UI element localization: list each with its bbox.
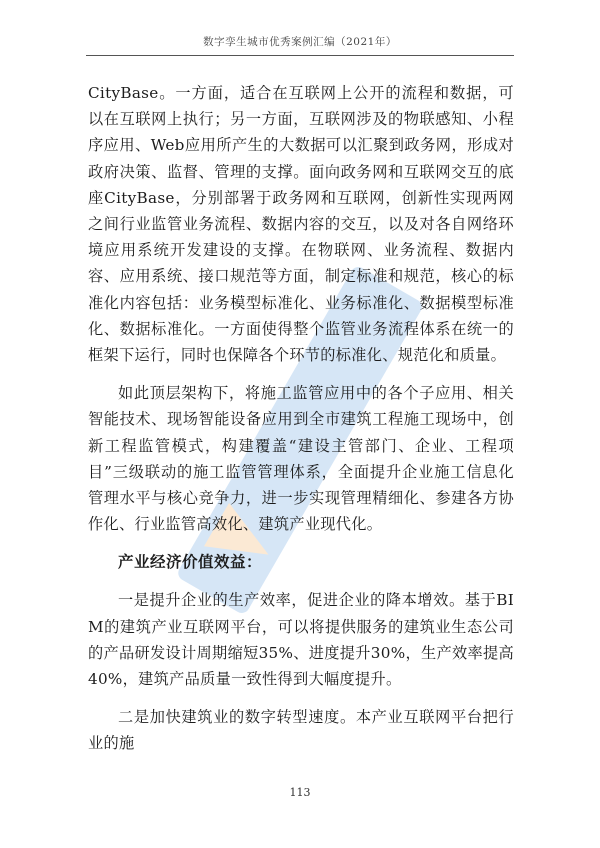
page-content	[88, 80, 514, 757]
section-heading: 产业经济价值效益：	[118, 553, 263, 572]
header-rule	[86, 55, 514, 56]
body-paragraph: 如此顶层架构下，将施工监管应用中的各个子应用、相关智能技术、现场智能设备应用到全市建筑工程施工现场中，创新工程监管模式，构建覆盖“建设主管部门、企业、工程项目”三级联动的施工监管管理体系，全面提升企业施工信息化管理水平与核心竞争力，进一步实现管理精细化、参建各方协作化、行业监管高效化、建筑产业现代化。	[88, 384, 514, 534]
body-paragraph: 二是加快建筑业的数字转型速度。本产业互联网平台把行业的施	[88, 708, 514, 753]
running-header: 数字孪生城市优秀案例汇编（2021年）	[203, 36, 397, 48]
body-paragraph: 一是提升企业的生产效率，促进企业的降本增效。基于BIM的建筑产业互联网平台，可以将提供服务的建筑业生态公司的产品研发设计周期缩短35%、进度提升30%，生产效率提高40%，建筑产品质量一致性得到大幅度提升。	[88, 591, 514, 689]
page-number: 113	[289, 786, 311, 799]
body-paragraph: CityBase。一方面，适合在互联网上公开的流程和数据，可以在互联网上执行；另一方面，互联网涉及的物联感知、小程序应用、Web应用所产生的大数据可以汇聚到政务网，形成对政府决策、监督、管理的支撑。面向政务网和互联网交互的底座CityBase，分别部署于政务网和互联网，创新性实现两网之间行业监管业务流程、数据内容的交互，以及对各自网络环境应用系统开发建设的支撑。在物联网、业务流程、数据内容、应用系统、接口规范等方面，制定标准和规范，核心的标准化内容包括：业务模型标准化、业务标准化、数据模型标准化、数据标准化。一方面使得整个监管业务流程体系在统一的框架下运行，同时也保障各个环节的标准化、规范化和质量。	[88, 84, 514, 365]
